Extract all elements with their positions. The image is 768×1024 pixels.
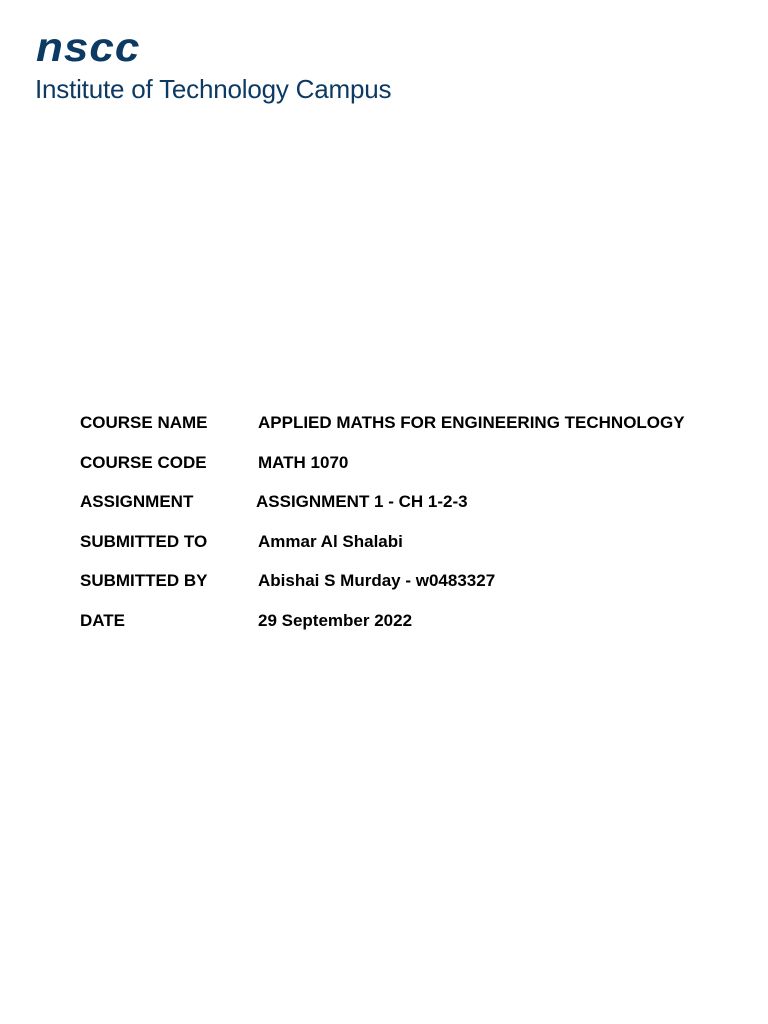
logo-subtitle: Institute of Technology Campus <box>35 74 392 104</box>
detail-row-date <box>80 610 740 650</box>
detail-label: DATE <box>80 610 126 630</box>
detail-value: Ammar Al Shalabi <box>258 531 403 551</box>
detail-value: MATH 1070 <box>258 452 349 472</box>
detail-row-submitted-by <box>80 570 740 610</box>
detail-value: 29 September 2022 <box>258 610 413 630</box>
assignment-details <box>80 412 740 649</box>
detail-row-submitted-to <box>80 531 740 571</box>
detail-label: SUBMITTED BY <box>80 571 208 590</box>
detail-value: APPLIED MATHS FOR ENGINEERING TECHNOLOGY <box>258 413 685 432</box>
detail-label: SUBMITTED TO <box>80 531 208 551</box>
logo-mark: nscc <box>36 25 141 71</box>
detail-label: COURSE NAME <box>80 413 208 432</box>
detail-row-course-code <box>80 452 740 492</box>
detail-label: ASSIGNMENT <box>80 492 194 511</box>
detail-row-course-name <box>80 412 740 452</box>
nscc-logo <box>34 25 414 110</box>
detail-label: COURSE CODE <box>80 452 207 472</box>
detail-value: Abishai S Murday - w0483327 <box>258 571 496 590</box>
detail-row-assignment <box>80 491 740 531</box>
detail-value: ASSIGNMENT 1 - CH 1-2-3 <box>256 492 468 511</box>
